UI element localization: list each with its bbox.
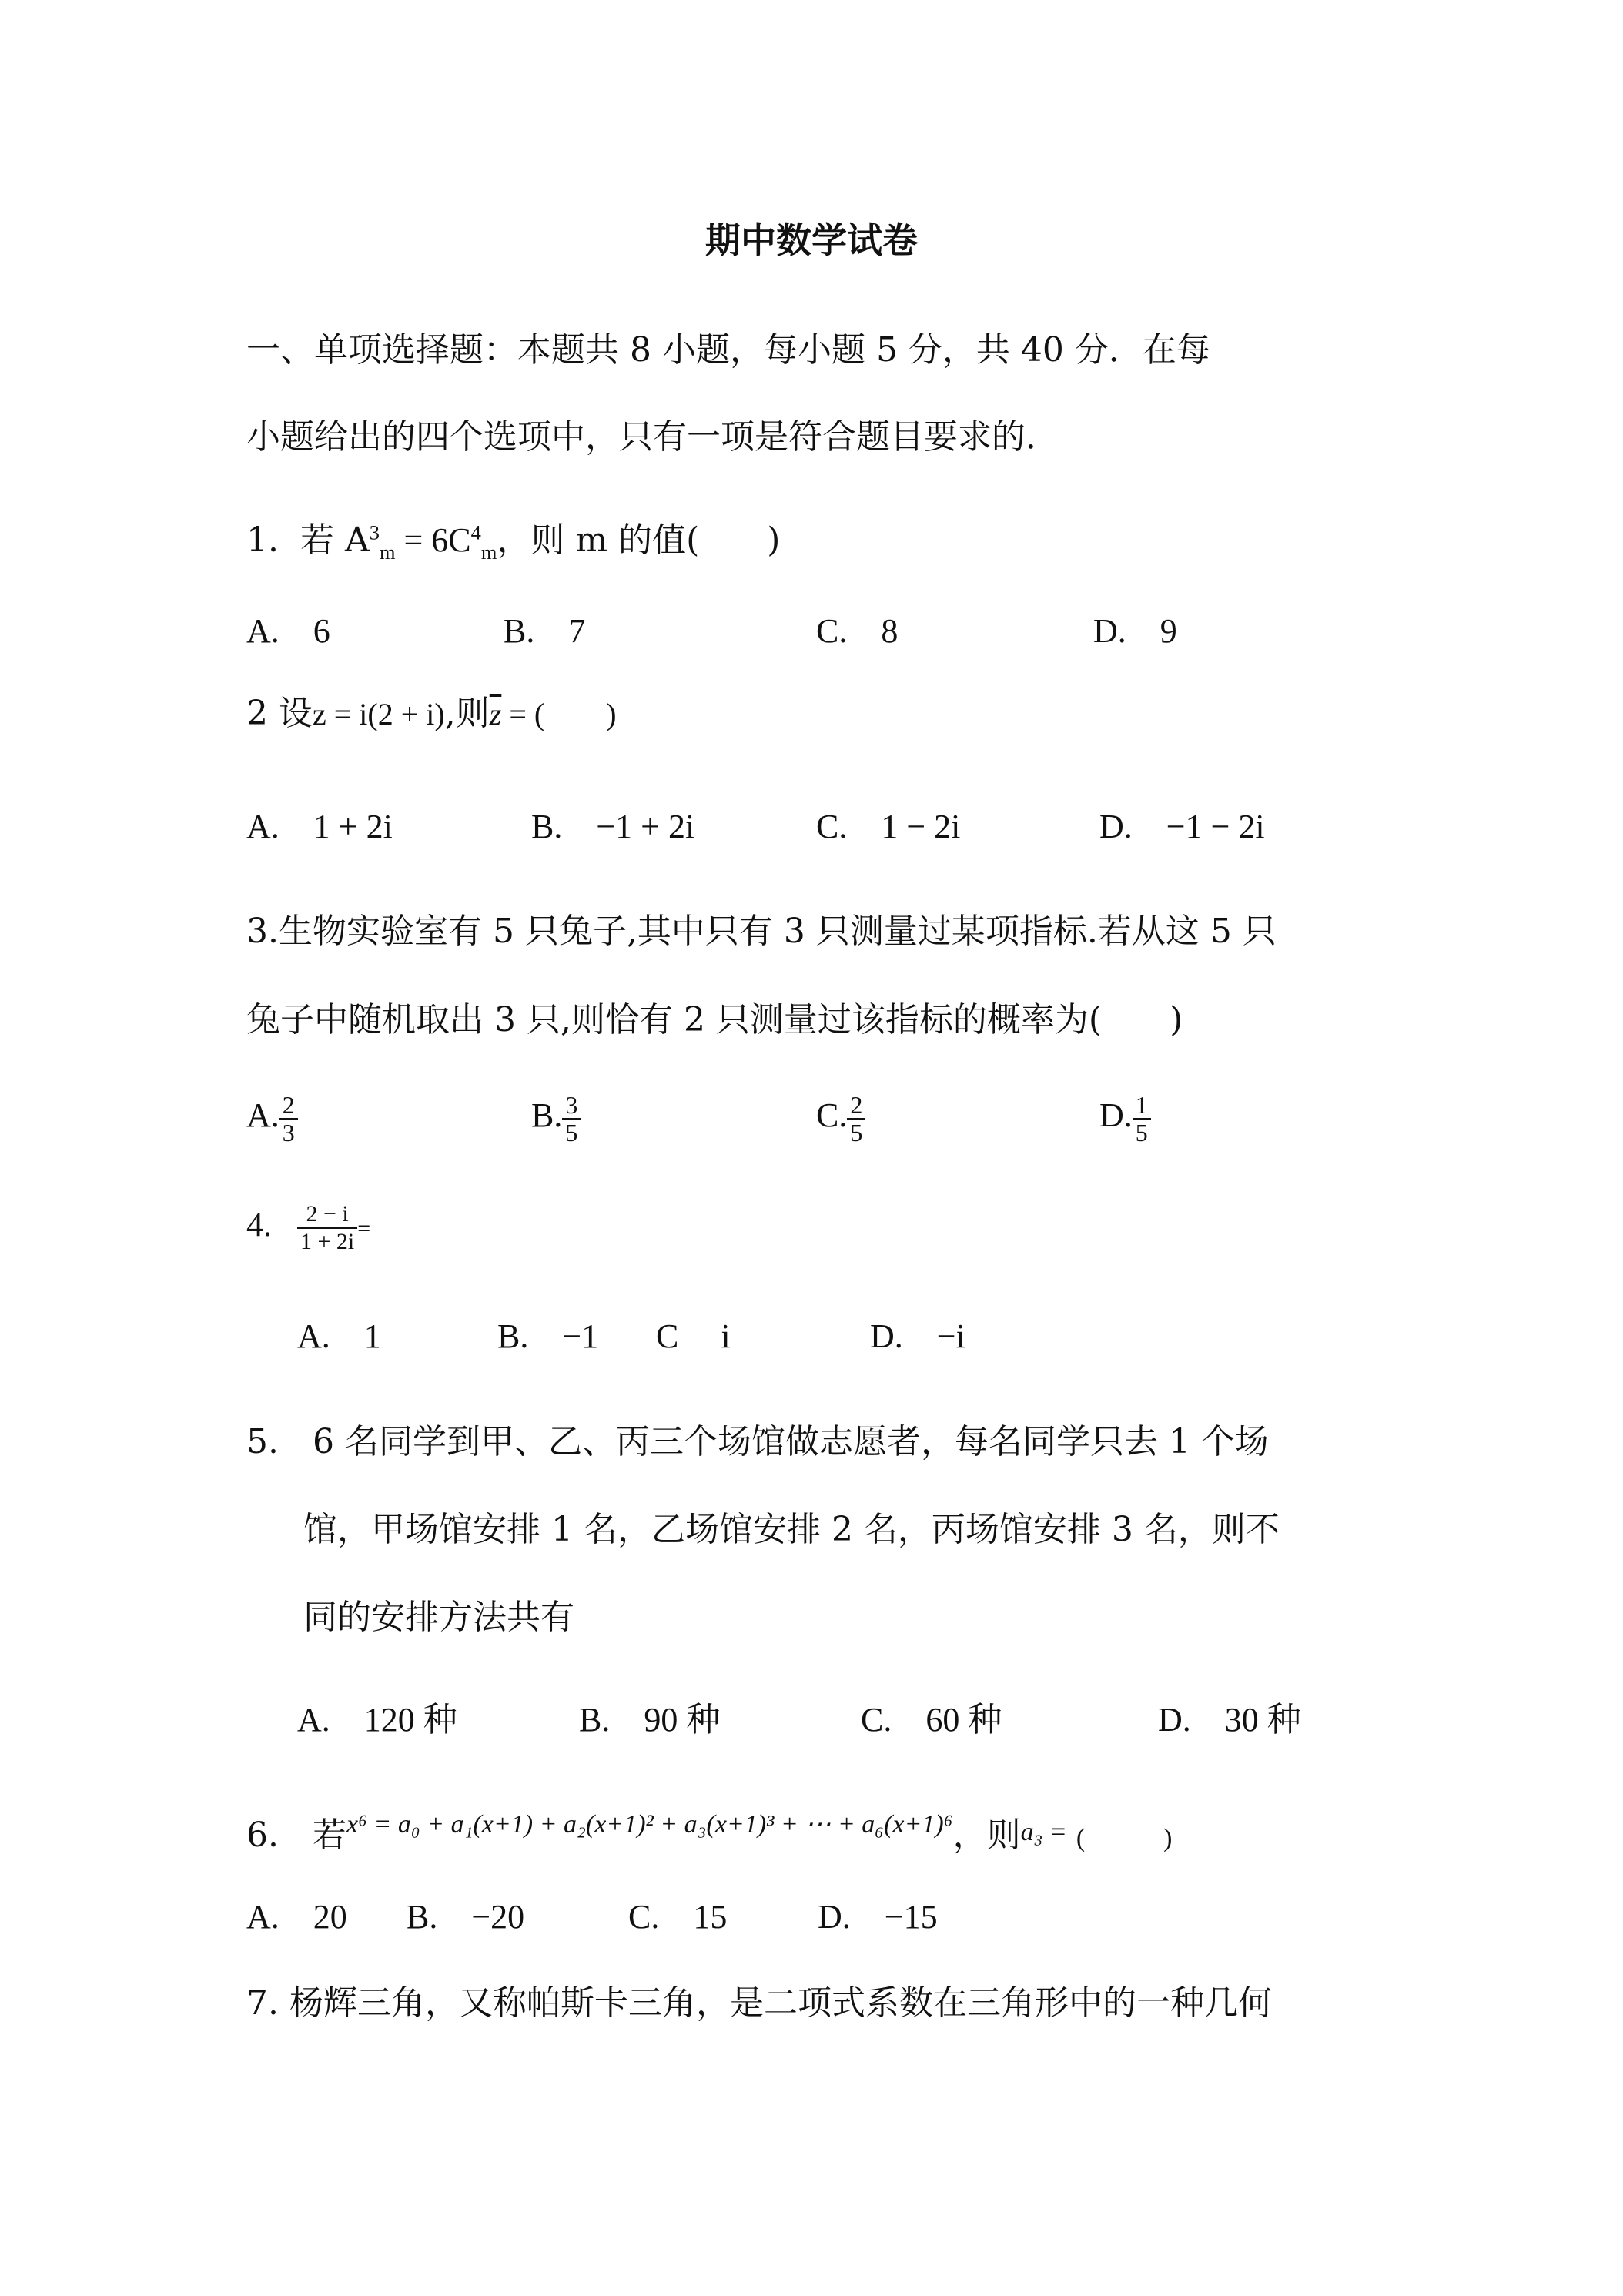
q1-a-notation: $^3_m$ xyxy=(369,520,396,564)
q5-option-b[interactable]: B. 90 种 xyxy=(579,1701,721,1739)
question-2-expr: z = i(2 + i) xyxy=(312,697,445,731)
question-2-pre: 2 设 xyxy=(246,694,313,733)
question-6-mid: ，则 xyxy=(952,1816,1021,1855)
question-6 xyxy=(246,1812,1173,1862)
q1-c-notation: $^4_m$ xyxy=(470,520,497,564)
section-heading-line-2: 小题给出的四个选项中，只有一项是符合题目要求的． xyxy=(246,417,1059,457)
q4-option-d[interactable]: D. −i xyxy=(870,1317,965,1355)
q6-option-c[interactable]: C. 15 xyxy=(628,1898,728,1936)
q6-option-b[interactable]: B. −20 xyxy=(407,1898,525,1936)
q4-option-a[interactable]: A. 1 xyxy=(297,1317,381,1355)
q4-option-b[interactable]: B. −1 xyxy=(497,1317,599,1355)
q2-option-c[interactable]: C. 1 − 2i xyxy=(816,808,961,845)
question-1-post: ，则 m 的值( ) xyxy=(497,520,781,560)
q5-option-c[interactable]: C. 60 种 xyxy=(861,1701,1002,1739)
question-1 xyxy=(246,517,780,564)
question-4-fraction: $\frac{2 - i}{1 + 2i}$ xyxy=(297,1201,357,1255)
question-4: 4. $\frac{2 - i}{1 + 2i}$ = xyxy=(246,1201,371,1254)
question-3-line-1: 3.生物实验室有 5 只兔子,其中只有 3 只测量过某项指标.若从这 5 只 xyxy=(246,912,1277,951)
q1-option-d[interactable]: D. 9 xyxy=(1093,612,1177,650)
section-heading-line-1: 一、单项选择题：本题共 8 小题，每小题 5 分，共 40 分．在每 xyxy=(246,330,1210,370)
question-4-number: 4. xyxy=(246,1206,272,1244)
question-6-pre: 6. 若 xyxy=(246,1816,346,1855)
question-6-a3: a₃ = xyxy=(1020,1818,1067,1846)
question-1-pre: 若 A xyxy=(300,520,370,560)
question-3-line-2: 兔子中随机取出 3 只,则恰有 2 只测量过该指标的概率为( ) xyxy=(246,1000,1183,1039)
q3-option-c[interactable]: C. $\frac{2}{5}$ xyxy=(816,1092,865,1146)
question-1-mid: = 6C xyxy=(395,521,471,559)
question-7-line-1: 7. 杨辉三角，又称帕斯卡三角，是二项式系数在三角形中的一种几何 xyxy=(246,1983,1272,2023)
q3-option-d[interactable]: D. $\frac{1}{5}$ xyxy=(1099,1092,1151,1146)
q6-option-a[interactable]: A. 20 xyxy=(246,1898,347,1936)
question-2-post: = ( ) xyxy=(501,697,617,731)
q5-option-a[interactable]: A. 120 种 xyxy=(297,1701,457,1739)
q6-option-d[interactable]: D. −15 xyxy=(818,1898,938,1936)
question-5-line-1: 5. 6 名同学到甲、乙、丙三个场馆做志愿者，每名同学只去 1 个场 xyxy=(246,1422,1269,1461)
question-2 xyxy=(246,691,617,738)
question-1-number: 1. xyxy=(246,520,279,560)
question-5-line-3: 同的安排方法共有 xyxy=(303,1598,574,1637)
question-5-line-2: 馆，甲场馆安排 1 名，乙场馆安排 2 名，丙场馆安排 3 名，则不 xyxy=(303,1510,1280,1549)
page-title: 期中数学试卷 xyxy=(705,219,918,261)
q1-option-c[interactable]: C. 8 xyxy=(816,612,899,650)
q1-option-b[interactable]: B. 7 xyxy=(504,612,586,650)
q1-option-a[interactable]: A. 6 xyxy=(246,612,330,650)
z-conjugate: $\overline{z}$ xyxy=(489,697,502,731)
question-6-post: ( ) xyxy=(1076,1824,1173,1853)
question-2-mid: ,则 xyxy=(444,694,490,733)
q4-option-c[interactable]: C i xyxy=(656,1317,731,1355)
q2-option-b[interactable]: B. −1 + 2i xyxy=(531,808,695,845)
q5-option-d[interactable]: D. 30 种 xyxy=(1158,1701,1301,1739)
q2-option-a[interactable]: A. 1 + 2i xyxy=(246,808,393,845)
q3-option-b[interactable]: B. $\frac{3}{5}$ xyxy=(531,1092,581,1146)
q2-option-d[interactable]: D. −1 − 2i xyxy=(1099,808,1265,845)
q3-option-a[interactable]: A. $\frac{2}{3}$ xyxy=(246,1092,298,1146)
question-6-expr: x⁶ = a₀ + a₁(x+1) + a₂(x+1)² + a₃(x+1)³ + ⋯ + a₆(x+1)⁶ xyxy=(346,1810,953,1839)
